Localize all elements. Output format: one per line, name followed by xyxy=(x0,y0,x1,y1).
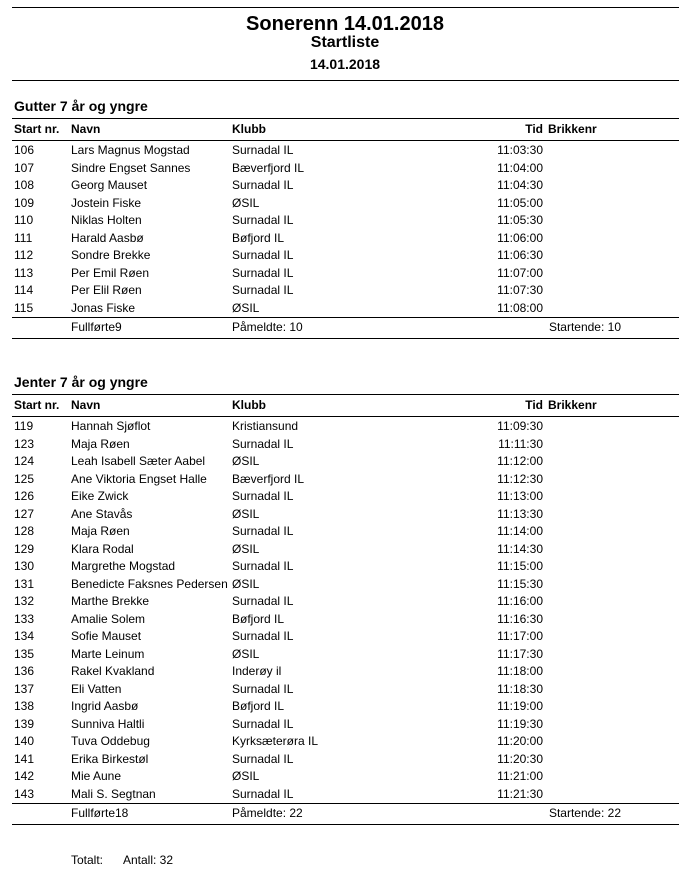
time-cell: 11:09:30 xyxy=(497,419,543,433)
club-cell: Surnadal IL xyxy=(232,716,294,731)
name-cell: Ane Stavås xyxy=(71,506,133,521)
club-cell: Surnadal IL xyxy=(232,751,294,766)
col-start-nr: Start nr. xyxy=(14,398,60,412)
name-cell: Sunniva Haltli xyxy=(71,716,145,731)
col-name: Navn xyxy=(71,122,101,136)
time-cell: 11:06:00 xyxy=(497,230,543,245)
time-cell: 11:13:30 xyxy=(497,506,543,521)
summary-row xyxy=(0,805,690,822)
summary-fullforte: Fullførte18 xyxy=(71,806,129,820)
section-rule xyxy=(12,118,679,119)
club-cell: Surnadal IL xyxy=(232,489,294,503)
time-cell: 11:18:30 xyxy=(497,681,543,696)
time-cell: 11:19:30 xyxy=(497,716,543,731)
start-nr-cell: 139 xyxy=(14,716,35,731)
summary-pameldte: Påmeldte: 22 xyxy=(232,806,303,820)
name-cell: Rakel Kvakland xyxy=(71,664,155,678)
club-cell: Surnadal IL xyxy=(232,681,294,696)
table-row xyxy=(0,142,690,159)
start-nr-cell: 108 xyxy=(14,178,35,192)
start-nr-cell: 112 xyxy=(14,248,34,262)
time-cell: 11:06:30 xyxy=(497,248,543,262)
club-cell: Bøfjord IL xyxy=(232,230,285,245)
name-cell: Jonas Fiske xyxy=(71,300,136,315)
column-header-row xyxy=(0,397,690,414)
column-header-row xyxy=(0,121,690,138)
time-cell: 11:16:30 xyxy=(497,611,543,626)
table-row xyxy=(0,471,690,488)
table-row xyxy=(0,300,690,317)
time-cell: 11:14:30 xyxy=(497,541,543,556)
summary-rule xyxy=(12,317,679,318)
start-nr-cell: 132 xyxy=(14,594,35,608)
col-club: Klubb xyxy=(232,122,266,136)
table-row xyxy=(0,681,690,698)
table-row xyxy=(0,265,690,282)
name-cell: Mali S. Segtnan xyxy=(71,786,156,801)
table-row xyxy=(0,698,690,715)
table-row xyxy=(0,663,690,680)
start-nr-cell: 128 xyxy=(14,524,35,538)
summary-pameldte: Påmeldte: 10 xyxy=(232,320,303,334)
section-title-gutter: Gutter 7 år og yngre xyxy=(14,98,148,114)
name-cell: Lars Magnus Mogstad xyxy=(71,143,190,157)
name-cell: Eli Vatten xyxy=(71,681,122,696)
club-cell: ØSIL xyxy=(232,576,260,591)
start-nr-cell: 135 xyxy=(14,646,35,661)
time-cell: 11:12:30 xyxy=(497,471,543,486)
page-title: Sonerenn 14.01.2018 xyxy=(246,13,444,35)
table-row xyxy=(0,488,690,505)
col-club: Klubb xyxy=(232,398,266,412)
time-cell: 11:16:00 xyxy=(497,594,543,608)
name-cell: Sofie Mauset xyxy=(71,629,142,643)
club-cell: Surnadal IL xyxy=(232,248,294,262)
club-cell: ØSIL xyxy=(232,646,260,661)
start-nr-cell: 124 xyxy=(14,454,35,468)
name-cell: Hannah Sjøflot xyxy=(71,419,151,433)
time-cell: 11:07:30 xyxy=(497,283,543,297)
column-header-rule xyxy=(12,140,679,141)
table-row xyxy=(0,768,690,785)
club-cell: Bøfjord IL xyxy=(232,699,285,713)
top-rule xyxy=(12,7,679,8)
total-count: Antall: 32 xyxy=(123,853,174,867)
club-cell: Kristiansund xyxy=(232,419,299,433)
col-time: Tid xyxy=(525,122,543,136)
name-cell: Per Emil Røen xyxy=(71,265,150,280)
col-name: Navn xyxy=(71,398,101,412)
summary-row xyxy=(0,319,690,336)
time-cell: 11:07:00 xyxy=(497,265,543,280)
name-cell: Jostein Fiske xyxy=(71,195,142,210)
start-nr-cell: 107 xyxy=(14,160,35,175)
table-row xyxy=(0,177,690,194)
club-cell: Bæverfjord IL xyxy=(232,471,305,486)
time-cell: 11:04:00 xyxy=(497,160,543,175)
table-row xyxy=(0,523,690,540)
start-nr-cell: 119 xyxy=(14,419,34,433)
name-cell: Marte Leinum xyxy=(71,646,145,661)
table-row xyxy=(0,230,690,247)
table-row xyxy=(0,611,690,628)
name-cell: Ingrid Aasbø xyxy=(71,699,139,713)
club-cell: Bæverfjord IL xyxy=(232,160,305,175)
name-cell: Maja Røen xyxy=(71,436,130,451)
start-nr-cell: 111 xyxy=(14,230,33,245)
club-cell: ØSIL xyxy=(232,541,260,556)
name-cell: Georg Mauset xyxy=(71,178,148,192)
name-cell: Margrethe Mogstad xyxy=(71,559,176,573)
table-row xyxy=(0,646,690,663)
time-cell: 11:21:30 xyxy=(497,786,543,801)
time-cell: 11:04:30 xyxy=(497,178,543,192)
name-cell: Leah Isabell Sæter Aabel xyxy=(71,454,206,468)
table-row xyxy=(0,282,690,299)
summary-fullforte: Fullførte9 xyxy=(71,320,122,334)
header-rule xyxy=(12,80,679,81)
start-nr-cell: 106 xyxy=(14,143,35,157)
club-cell: ØSIL xyxy=(232,506,260,521)
club-cell: Bøfjord IL xyxy=(232,611,285,626)
time-cell: 11:08:00 xyxy=(497,300,543,315)
table-row xyxy=(0,576,690,593)
name-cell: Erika Birkestøl xyxy=(71,751,149,766)
table-row xyxy=(0,733,690,750)
section-rule xyxy=(12,394,679,395)
time-cell: 11:20:30 xyxy=(497,751,543,766)
time-cell: 11:05:30 xyxy=(497,213,543,227)
table-row xyxy=(0,786,690,803)
time-cell: 11:20:00 xyxy=(497,734,543,748)
table-row xyxy=(0,195,690,212)
time-cell: 11:14:00 xyxy=(497,524,543,538)
name-cell: Tuva Oddebug xyxy=(71,734,150,748)
start-nr-cell: 138 xyxy=(14,699,35,713)
table-row xyxy=(0,436,690,453)
start-nr-cell: 115 xyxy=(14,300,34,315)
start-nr-cell: 141 xyxy=(14,751,35,766)
club-cell: Surnadal IL xyxy=(232,594,294,608)
col-brikke: Brikkenr xyxy=(548,398,597,412)
club-cell: Surnadal IL xyxy=(232,629,294,643)
start-nr-cell: 134 xyxy=(14,629,35,643)
name-cell: Klara Rodal xyxy=(71,541,134,556)
start-nr-cell: 113 xyxy=(14,265,34,280)
section-title-jenter: Jenter 7 år og yngre xyxy=(14,374,148,390)
club-cell: Kyrksæterøra IL xyxy=(232,734,319,748)
table-row xyxy=(0,541,690,558)
club-cell: ØSIL xyxy=(232,195,260,210)
col-brikke: Brikkenr xyxy=(548,122,597,136)
summary-bottom-rule xyxy=(12,824,679,825)
table-row xyxy=(0,453,690,470)
start-nr-cell: 143 xyxy=(14,786,35,801)
time-cell: 11:05:00 xyxy=(497,195,543,210)
name-cell: Niklas Holten xyxy=(71,213,142,227)
start-nr-cell: 125 xyxy=(14,471,35,486)
club-cell: Surnadal IL xyxy=(232,786,294,801)
club-cell: Surnadal IL xyxy=(232,524,294,538)
start-nr-cell: 110 xyxy=(14,213,34,227)
time-cell: 11:12:00 xyxy=(497,454,543,468)
table-row xyxy=(0,247,690,264)
name-cell: Mie Aune xyxy=(71,769,122,783)
summary-rule xyxy=(12,803,679,804)
start-nr-cell: 136 xyxy=(14,664,35,678)
table-row xyxy=(0,593,690,610)
total-label: Totalt: xyxy=(71,853,104,867)
club-cell: Surnadal IL xyxy=(232,178,294,192)
start-nr-cell: 130 xyxy=(14,559,35,573)
table-row xyxy=(0,418,690,435)
summary-bottom-rule xyxy=(12,338,679,339)
summary-startende: Startende: 10 xyxy=(548,320,621,334)
club-cell: Surnadal IL xyxy=(232,265,294,280)
start-nr-cell: 126 xyxy=(14,489,35,503)
table-row xyxy=(0,751,690,768)
col-start-nr: Start nr. xyxy=(14,122,60,136)
summary-startende: Startende: 22 xyxy=(548,806,621,820)
table-row xyxy=(0,212,690,229)
time-cell: 11:15:00 xyxy=(497,559,543,573)
club-cell: ØSIL xyxy=(232,769,260,783)
start-nr-cell: 142 xyxy=(14,769,35,783)
start-nr-cell: 131 xyxy=(14,576,35,591)
start-nr-cell: 133 xyxy=(14,611,35,626)
club-cell: Surnadal IL xyxy=(232,283,294,297)
start-nr-cell: 129 xyxy=(14,541,35,556)
name-cell: Ane Viktoria Engset Halle xyxy=(71,471,207,486)
name-cell: Maja Røen xyxy=(71,524,130,538)
table-row xyxy=(0,628,690,645)
time-cell: 11:19:00 xyxy=(497,699,543,713)
page-date: 14.01.2018 xyxy=(309,56,381,72)
start-nr-cell: 123 xyxy=(14,436,35,451)
start-nr-cell: 137 xyxy=(14,681,35,696)
time-cell: 11:11:30 xyxy=(498,436,543,451)
name-cell: Benedicte Faksnes Pedersen xyxy=(71,576,228,591)
club-cell: Surnadal IL xyxy=(232,559,294,573)
start-nr-cell: 127 xyxy=(14,506,35,521)
time-cell: 11:21:00 xyxy=(497,769,543,783)
club-cell: Surnadal IL xyxy=(232,213,294,227)
club-cell: ØSIL xyxy=(232,300,260,315)
table-row xyxy=(0,160,690,177)
time-cell: 11:18:00 xyxy=(497,664,543,678)
name-cell: Per Elil Røen xyxy=(71,283,142,297)
club-cell: ØSIL xyxy=(232,454,260,468)
name-cell: Eike Zwick xyxy=(71,489,129,503)
column-header-rule xyxy=(12,416,679,417)
name-cell: Amalie Solem xyxy=(71,611,146,626)
time-cell: 11:13:00 xyxy=(497,489,543,503)
table-row xyxy=(0,716,690,733)
name-cell: Sondre Brekke xyxy=(71,248,151,262)
time-cell: 11:15:30 xyxy=(497,576,543,591)
name-cell: Harald Aasbø xyxy=(71,230,144,245)
name-cell: Marthe Brekke xyxy=(71,594,150,608)
time-cell: 11:17:30 xyxy=(497,646,543,661)
page-subtitle: Startliste xyxy=(310,34,380,51)
club-cell: Surnadal IL xyxy=(232,436,294,451)
time-cell: 11:03:30 xyxy=(497,143,543,157)
col-time: Tid xyxy=(525,398,543,412)
club-cell: Inderøy il xyxy=(232,664,282,678)
table-row xyxy=(0,506,690,523)
table-row xyxy=(0,558,690,575)
club-cell: Surnadal IL xyxy=(232,143,294,157)
start-nr-cell: 114 xyxy=(14,283,34,297)
name-cell: Sindre Engset Sannes xyxy=(71,160,191,175)
start-nr-cell: 109 xyxy=(14,195,35,210)
start-nr-cell: 140 xyxy=(14,734,35,748)
time-cell: 11:17:00 xyxy=(497,629,543,643)
